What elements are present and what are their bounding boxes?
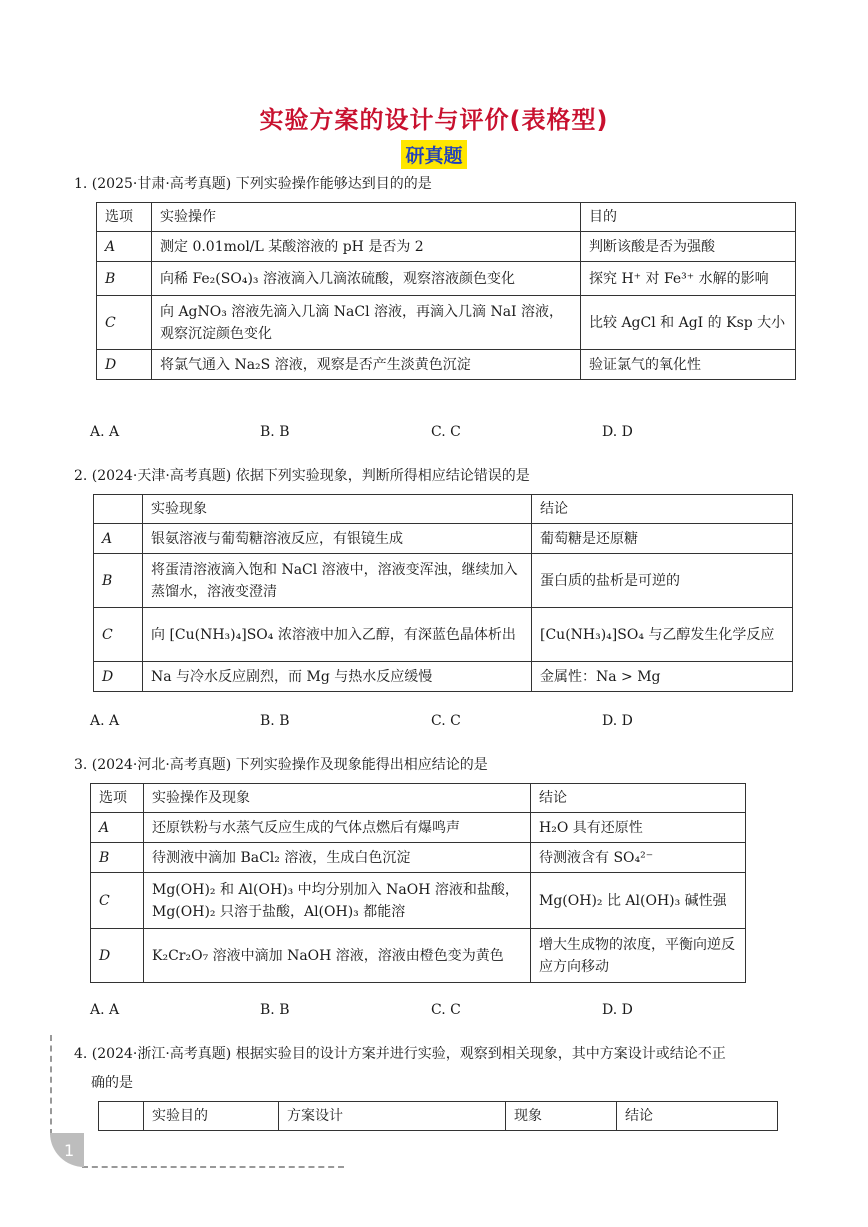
option-cell: A [94,524,143,554]
operation-cell: Mg(OH)₂ 和 Al(OH)₃ 中均分别加入 NaOH 溶液和盐酸，Mg(OH)₂ 只溶于盐酸，Al(OH)₃ 都能溶 [144,873,531,929]
table-row [97,350,796,380]
header-cell: 现象 [506,1102,617,1131]
phenomenon-cell: 向 [Cu(NH₃)₄]SO₄ 浓溶液中加入乙醇，有深蓝色晶体析出 [143,608,532,662]
table-header-row [91,784,746,813]
table-header-row [94,495,793,524]
purpose-cell: 验证氯气的氧化性 [581,350,796,380]
conclusion-cell: 葡萄糖是还原糖 [532,524,793,554]
table-row [91,813,746,843]
operation-cell: 待测液中滴加 BaCl₂ 溶液，生成白色沉淀 [144,843,531,873]
header-cell [94,495,143,524]
option-cell: A [97,232,152,262]
operation-cell: 还原铁粉与水蒸气反应生成的气体点燃后有爆鸣声 [144,813,531,843]
conclusion-cell: 金属性：Na > Mg [532,662,793,692]
table-row [94,554,793,608]
choice-a[interactable]: A. A [90,1002,120,1018]
header-cell: 实验目的 [144,1102,279,1131]
table-row [94,608,793,662]
table-row [94,662,793,692]
header-cell [99,1102,144,1131]
choice-b[interactable]: B. B [260,424,290,440]
choice-d[interactable]: D. D [602,424,633,440]
page-title: 实验方案的设计与评价(表格型) [259,106,609,134]
question-1-stem: 1. (2025·甘肃·高考真题) 下列实验操作能够达到目的的是 [74,176,432,192]
header-cell: 目的 [581,203,796,232]
table-row [97,232,796,262]
choice-b[interactable]: B. B [260,713,290,729]
header-cell: 结论 [617,1102,778,1131]
choice-a[interactable]: A. A [90,424,120,440]
phenomenon-cell: 银氨溶液与葡萄糖溶液反应，有银镜生成 [143,524,532,554]
section-subtitle: 研真题 [401,140,466,169]
header-cell: 方案设计 [279,1102,506,1131]
option-cell: D [91,929,144,983]
option-cell: D [97,350,152,380]
option-cell: A [91,813,144,843]
question-3-stem: 3. (2024·河北·高考真题) 下列实验操作及现象能得出相应结论的是 [74,757,488,773]
table-header-row [99,1102,778,1131]
question-2-table [93,494,793,692]
footer-dashed-line [82,1166,344,1168]
choice-d[interactable]: D. D [602,713,633,729]
header-cell: 选项 [91,784,144,813]
page-number-badge: 1 [50,1133,84,1167]
table-row [94,524,793,554]
question-3-table [90,783,746,983]
operation-cell: K₂Cr₂O₇ 溶液中滴加 NaOH 溶液，溶液由橙色变为黄色 [144,929,531,983]
choice-a[interactable]: A. A [90,713,120,729]
operation-cell: 向稀 Fe₂(SO₄)₃ 溶液滴入几滴浓硫酸，观察溶液颜色变化 [152,262,581,296]
conclusion-cell: [Cu(NH₃)₄]SO₄ 与乙醇发生化学反应 [532,608,793,662]
header-cell: 实验现象 [143,495,532,524]
table-row [91,873,746,929]
purpose-cell: 比较 AgCl 和 AgI 的 Ksp 大小 [581,296,796,350]
table-row [91,843,746,873]
conclusion-cell: Mg(OH)₂ 比 Al(OH)₃ 碱性强 [531,873,746,929]
conclusion-cell: 蛋白质的盐析是可逆的 [532,554,793,608]
operation-cell: 将氯气通入 Na₂S 溶液，观察是否产生淡黄色沉淀 [152,350,581,380]
option-cell: D [94,662,143,692]
header-cell: 结论 [531,784,746,813]
table-header-row [97,203,796,232]
conclusion-cell: 增大生成物的浓度，平衡向逆反应方向移动 [531,929,746,983]
phenomenon-cell: 将蛋清溶液滴入饱和 NaCl 溶液中，溶液变浑浊，继续加入蒸馏水，溶液变澄清 [143,554,532,608]
conclusion-cell: 待测液含有 SO₄²⁻ [531,843,746,873]
header-cell: 实验操作 [152,203,581,232]
operation-cell: 向 AgNO₃ 溶液先滴入几滴 NaCl 溶液，再滴入几滴 NaI 溶液，观察沉淀颜色变化 [152,296,581,350]
header-cell: 实验操作及现象 [144,784,531,813]
table-row [97,296,796,350]
choice-d[interactable]: D. D [602,1002,633,1018]
option-cell: B [91,843,144,873]
question-2-stem: 2. (2024·天津·高考真题) 依据下列实验现象，判断所得相应结论错误的是 [74,468,530,484]
table-row [97,262,796,296]
header-cell: 结论 [532,495,793,524]
choice-b[interactable]: B. B [260,1002,290,1018]
option-cell: C [91,873,144,929]
operation-cell: 测定 0.01mol/L 某酸溶液的 pH 是否为 2 [152,232,581,262]
purpose-cell: 探究 H⁺ 对 Fe³⁺ 水解的影响 [581,262,796,296]
question-4-stem-line2: 确的是 [91,1075,133,1091]
choice-c[interactable]: C. C [431,424,461,440]
purpose-cell: 判断该酸是否为强酸 [581,232,796,262]
option-cell: B [97,262,152,296]
question-4-stem-line1: 4. (2024·浙江·高考真题) 根据实验目的设计方案并进行实验，观察到相关现象，其中方案设计或结论不正 [74,1046,726,1062]
choice-c[interactable]: C. C [431,713,461,729]
conclusion-cell: H₂O 具有还原性 [531,813,746,843]
table-row [91,929,746,983]
option-cell: B [94,554,143,608]
question-1-table [96,202,796,380]
question-4-table [98,1101,778,1131]
phenomenon-cell: Na 与冷水反应剧烈，而 Mg 与热水反应缓慢 [143,662,532,692]
margin-dashed-line [50,1035,52,1135]
option-cell: C [97,296,152,350]
choice-c[interactable]: C. C [431,1002,461,1018]
header-cell: 选项 [97,203,152,232]
option-cell: C [94,608,143,662]
